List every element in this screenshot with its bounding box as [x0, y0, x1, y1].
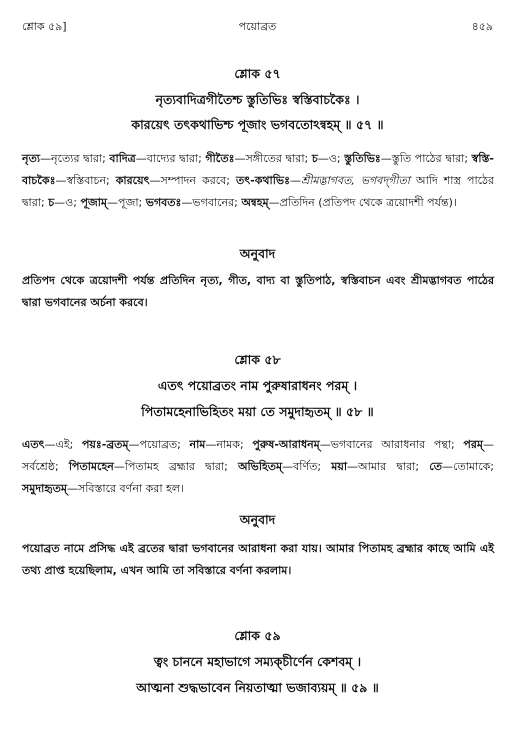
synonym-meaning: —ভগবানের;	[181, 196, 238, 209]
synonym-meaning: —প্রতিদিন (প্রতিপদ থেকে ত্রয়োদশী পর্যন্ত)।	[268, 196, 457, 209]
synonym-word: চ	[311, 152, 318, 165]
synonym-meaning: —পূজা;	[107, 196, 143, 209]
synonym-word: ময়া	[331, 460, 348, 473]
synonym-word: পুরুষ-আরাধনম্‌	[252, 438, 320, 451]
page-number: ৪৫৯	[471, 20, 493, 33]
verse-58-line-1: এতৎ পয়োব্রতং নাম পুরুষারাধনং পরম্‌ ।	[157, 378, 358, 393]
synonym-meaning: —ভগবানের আরাধনার পন্থা;	[319, 438, 455, 451]
verse-59-heading: শ্লোক ৫৯	[234, 628, 281, 643]
synonym-word: পরম্‌	[463, 438, 484, 451]
synonym-italic-title: শ্রীমদ্ভাগবত, ভগবদ্‌গীতা	[300, 174, 410, 187]
verse-57-line-2: কারয়েৎ তৎকথাভিশ্চ পূজাং ভগবতোঽন্বহম্‌ ॥ ৫৭ ॥	[131, 117, 384, 132]
synonym-word: তে	[429, 460, 442, 473]
synonym-meaning-cont: আদি শাস্ত্র পাঠের দ্বারা;	[22, 174, 495, 209]
synonym-word: অন্বহম্‌	[241, 196, 269, 209]
synonym-word: এতৎ	[22, 438, 45, 451]
verse-58-translation-heading: অনুবাদ	[239, 512, 276, 527]
synonym-word: স্তুতিভিঃ	[344, 152, 381, 165]
verse-57-synonyms	[22, 148, 494, 214]
synonym-word: কারয়েৎ	[115, 174, 150, 187]
synonym-word: তৎ-কথাভিঃ	[236, 174, 290, 187]
verse-59-line-2: আত্মনা শুদ্ধভাবেন নিয়তাত্মা ভজাব্যয়ম্‌ ॥ ৫৯ ॥	[136, 680, 379, 695]
verse-59-line-1: ত্বং চাননে মহাভাগে সম্যক্‌চীর্ণেন কেশবম্‌ ।	[153, 654, 362, 669]
verse-57-line-1: নৃত্যবাদিত্রগীতৈশ্চ স্তুতিভিঃ স্বস্তিবাচকৈঃ ।	[155, 92, 360, 107]
synonym-meaning: —স্তুতি পাঠের দ্বারা;	[380, 152, 469, 165]
synonym-meaning: —এই;	[44, 438, 74, 451]
synonym-meaning: —	[289, 174, 301, 187]
synonym-meaning: —সঙ্গীতের দ্বারা;	[234, 152, 309, 165]
synonym-word: সমুদাহৃতম্‌	[22, 482, 67, 495]
synonym-word: পূজাম্‌	[80, 196, 108, 209]
synonym-meaning: —সম্পাদন করবে;	[149, 174, 230, 187]
synonym-meaning: —তোমাকে;	[441, 460, 495, 473]
synonym-word: পয়ঃ-ব্রতম্‌	[81, 438, 129, 451]
synonym-meaning: —সর্বশ্রেষ্ঠ;	[22, 438, 495, 473]
synonym-word: নাম	[189, 438, 206, 451]
synonym-meaning: —বর্ণিত;	[282, 460, 322, 473]
synonym-word: স্বস্তি-বাচকৈঃ	[22, 152, 494, 187]
verse-57-translation-heading: অনুবাদ	[239, 246, 276, 261]
synonym-meaning: —বাদ্যের দ্বারা;	[135, 152, 202, 165]
synonym-word: ভগবতঃ	[145, 196, 182, 209]
synonym-word: বাদিত্র	[109, 152, 136, 165]
synonym-word: গীতৈঃ	[205, 152, 235, 165]
synonym-meaning: —ও;	[317, 152, 341, 165]
synonym-meaning: —ও;	[54, 196, 77, 209]
synonym-word: নৃত্য	[22, 152, 41, 165]
verse-58-synonyms	[22, 434, 494, 500]
verse-57-heading: শ্লোক ৫৭	[234, 66, 281, 81]
synonym-word: চ	[48, 196, 55, 209]
synonym-meaning: —সবিস্তারে বর্ণনা করা হল।	[66, 482, 184, 495]
synonym-meaning: —পিতামহ ব্রহ্মার দ্বারা;	[113, 460, 228, 473]
synonym-meaning: —নামক;	[205, 438, 244, 451]
synonym-meaning: —আমার দ্বারা;	[347, 460, 420, 473]
synonym-meaning: —স্বস্তিবাচন;	[55, 174, 110, 187]
synonym-word: পিতামহেন	[68, 460, 114, 473]
running-head-chapter-title: পয়োব্রত	[238, 20, 277, 33]
synonym-word: অভিহিতম্‌	[238, 460, 283, 473]
verse-58-line-2: পিতামহেনাভিহিতং ময়া তে সমুদাহৃতম্‌ ॥ ৫৮ ॥	[141, 404, 374, 419]
verse-58-translation: পয়োব্রত নামে প্রসিদ্ধ এই ব্রতের দ্বারা ভগবানের আরাধনা করা যায়। আমার পিতামহ ব্রহ্মার কাছে আমি এই তথ্য প্রাপ্ত হয়েছিলাম, এখন আমি তা সবিস্তারে বর্ণনা করলাম।	[22, 542, 494, 577]
synonym-meaning: —পয়োব্রত;	[128, 438, 181, 451]
synonym-meaning: —নৃত্যের দ্বারা;	[40, 152, 106, 165]
running-head	[22, 18, 493, 36]
verse-57-translation: প্রতিপদ থেকে ত্রয়োদশী পর্যন্ত প্রতিদিন নৃত্য, গীত, বাদ্য বা স্তুতিপাঠ, স্বস্তিবাচন এবং শ্রীমদ্ভাগবত পাঠের দ্বারা ভগবানের অর্চনা করবে।	[22, 274, 494, 309]
running-head-verse-ref: শ্লোক ৫৯]	[22, 20, 67, 33]
verse-58-heading: শ্লোক ৫৮	[234, 352, 281, 367]
